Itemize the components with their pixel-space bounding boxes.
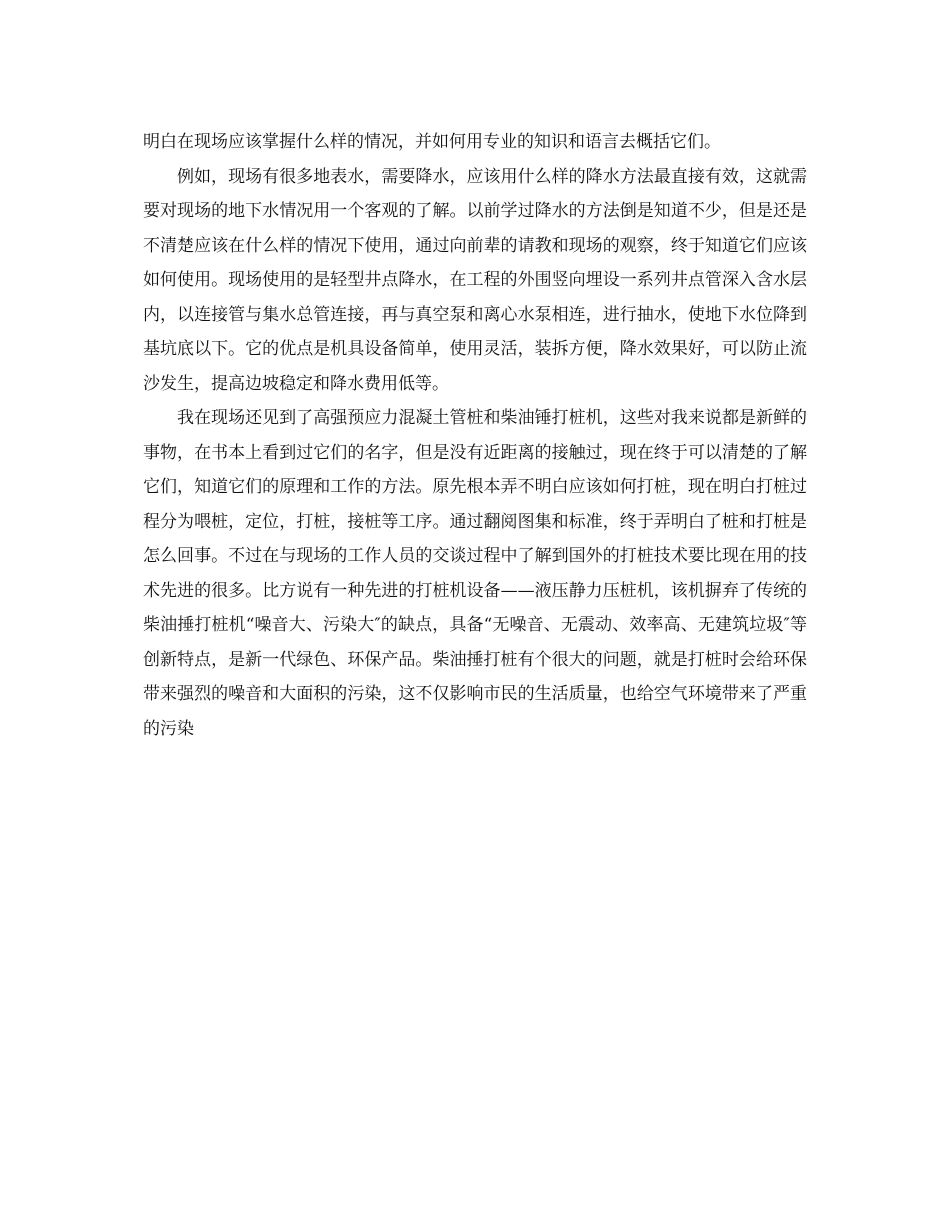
paragraph-pile-driving: 我在现场还见到了高强预应力混凝土管桩和柴油锤打桩机，这些对我来说都是新鲜的事物，在书本上看到过它们的名字，但是没有近距离的接触过，现在终于可以清楚的了解它们，知道它们的原理和工作的方法。原先根本弄不明白应该如何打桩，现在明白打桩过程分为喂桩，定位，打桩，接桩等工序。通过翻阅图集和标准，终于弄明白了桩和打桩是怎么回事。不过在与现场的工作人员的交谈过程中了解到国外的打桩技术要比现在用的技术先进的很多。比方说有一种先进的打桩机设备——液压静力压桩机，该机摒弃了传统的柴油捶打桩机“噪音大、污染大″的缺点，具备“无噪音、无震动、效率高、无建筑垃圾″等创新特点，是新一代绿色、环保产品。柴油捶打桩有个很大的问题，就是打桩时会给环保带来强烈的噪音和大面积的污染，这不仅影响市民的生活质量，也给空气环境带来了严重的污染 [143, 408, 807, 739]
document-body [143, 125, 807, 746]
paragraph-continuation: 明白在现场应该掌握什么样的情况，并如何用专业的知识和语言去概括它们。 [143, 132, 721, 152]
paragraph-dewatering: 例如，现场有很多地表水，需要降水，应该用什么样的降水方法最直接有效，这就需要对现场的地下水情况用一个客观的了解。以前学过降水的方法倒是知道不少，但是还是不清楚应该在什么样的情况下使用，通过向前辈的请教和现场的观察，终于知道它们应该如何使用。现场使用的是轻型井点降水，在工程的外围竖向埋设一系列井点管深入含水层内，以连接管与集水总管连接，再与真空泵和离心水泵相连，进行抽水，使地下水位降到基坑底以下。它的优点是机具设备简单，使用灵活，装拆方便，降水效果好，可以防止流沙发生，提高边坡稳定和降水费用低等。 [143, 166, 807, 394]
